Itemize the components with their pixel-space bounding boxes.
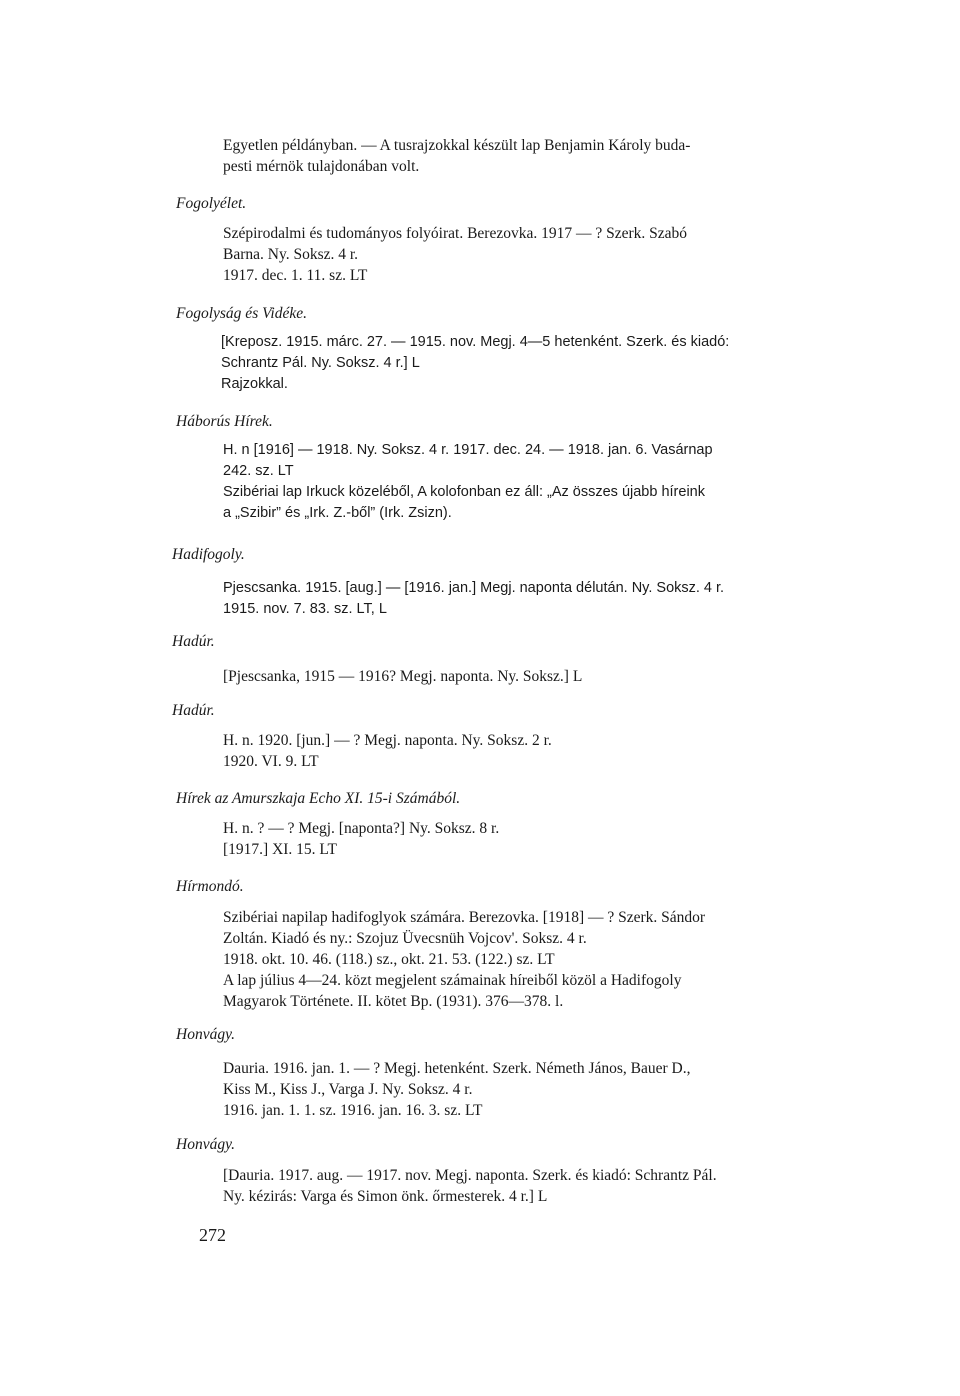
body-line: [Pjescsanka, 1915 — 1916? Megj. naponta. Ny. Soksz.] L (223, 668, 583, 685)
body-line: 1916. jan. 1. 1. sz. 1916. jan. 16. 3. sz. LT (223, 1102, 483, 1119)
body-line: H. n. ? — ? Megj. [naponta?] Ny. Soksz. 8 r. (223, 820, 500, 837)
body-line: Egyetlen példányban. — A tusrajzokkal készült lap Benjamin Károly buda- (223, 137, 691, 154)
entry-body (223, 818, 899, 860)
entry-body (223, 666, 899, 687)
body-line: a „Szibir” és „Irk. Z.-ből” (Irk. Zsizn). (223, 505, 452, 521)
entry-title: Fogolyság és Vidéke. (176, 305, 307, 322)
body-line: Schrantz Pál. Ny. Soksz. 4 r.] L (221, 355, 420, 371)
entry-title: Hírmondó. (176, 878, 244, 895)
body-line: Szépirodalmi és tudományos folyóirat. Berezovka. 1917 — ? Szerk. Szabó (223, 225, 688, 242)
body-line: Szibériai lap Irkuck közeléből, A kolofonban ez áll: „Az összes újabb híreink (223, 484, 705, 500)
body-line: 242. sz. LT (223, 463, 294, 479)
entry-title: Honvágy. (176, 1136, 235, 1153)
entry-title: Fogolyélet. (176, 195, 247, 212)
entry-body (223, 135, 899, 177)
body-line: 1915. nov. 7. 83. sz. LT, L (223, 601, 387, 617)
entry-body (223, 223, 899, 286)
body-line: [Dauria. 1917. aug. — 1917. nov. Megj. naponta. Szerk. és kiadó: Schrantz Pál. (223, 1167, 717, 1184)
body-line: Ny. kézirás: Varga és Simon önk. őrmesterek. 4 r.] L (223, 1188, 548, 1205)
entry-body (221, 332, 897, 395)
entry-body (223, 730, 899, 772)
body-line: Barna. Ny. Soksz. 4 r. (223, 246, 359, 263)
body-line: 1917. dec. 1. 11. sz. LT (223, 267, 368, 284)
body-line: Szibériai napilap hadifoglyok számára. Berezovka. [1918] — ? Szerk. Sándor (223, 909, 706, 926)
entry-title: Háborús Hírek. (176, 413, 273, 430)
body-line: pesti mérnök tulajdonában volt. (223, 158, 420, 175)
entry-title: Hadúr. (172, 702, 215, 719)
body-line: Pjescsanka. 1915. [aug.] — [1916. jan.] Megj. naponta délután. Ny. Soksz. 4 r. (223, 580, 725, 596)
body-line: Kiss M., Kiss J., Varga J. Ny. Soksz. 4 r. (223, 1081, 473, 1098)
entry-body (223, 440, 899, 524)
entry-title: Hírek az Amurszkaja Echo XI. 15-i Számából. (176, 790, 461, 807)
body-line: [1917.] XI. 15. LT (223, 841, 337, 858)
body-line: 1918. okt. 10. 46. (118.) sz., okt. 21. 53. (122.) sz. LT (223, 951, 555, 968)
entry-body (223, 1165, 899, 1207)
page-number: 272 (199, 1225, 226, 1245)
body-line: H. n. 1920. [jun.] — ? Megj. naponta. Ny. Soksz. 2 r. (223, 732, 552, 749)
body-line: H. n [1916] — 1918. Ny. Soksz. 4 r. 1917. dec. 24. — 1918. jan. 6. Vasárnap (223, 442, 713, 458)
entry-body (223, 1058, 899, 1121)
body-line: Dauria. 1916. jan. 1. — ? Megj. hetenként. Szerk. Németh János, Bauer D., (223, 1060, 691, 1077)
entry-title: Honvágy. (176, 1026, 235, 1043)
body-line: 1920. VI. 9. LT (223, 753, 319, 770)
body-line: A lap július 4—24. közt megjelent számainak híreiből közöl a Hadifogoly (223, 972, 682, 989)
entry-body (223, 578, 899, 620)
body-line: Magyarok Története. II. kötet Bp. (1931). 376—378. l. (223, 993, 564, 1010)
body-line: [Kreposz. 1915. márc. 27. — 1915. nov. Megj. 4—5 hetenként. Szerk. és kiadó: (221, 334, 730, 350)
entry-title: Hadifogoly. (172, 546, 245, 563)
entry-title: Hadúr. (172, 633, 215, 650)
entry-body (223, 907, 899, 1012)
body-line: Rajzokkal. (221, 376, 288, 392)
body-line: Zoltán. Kiadó és ny.: Szojuz Üvecsnüh Vojcov'. Soksz. 4 r. (223, 930, 587, 947)
